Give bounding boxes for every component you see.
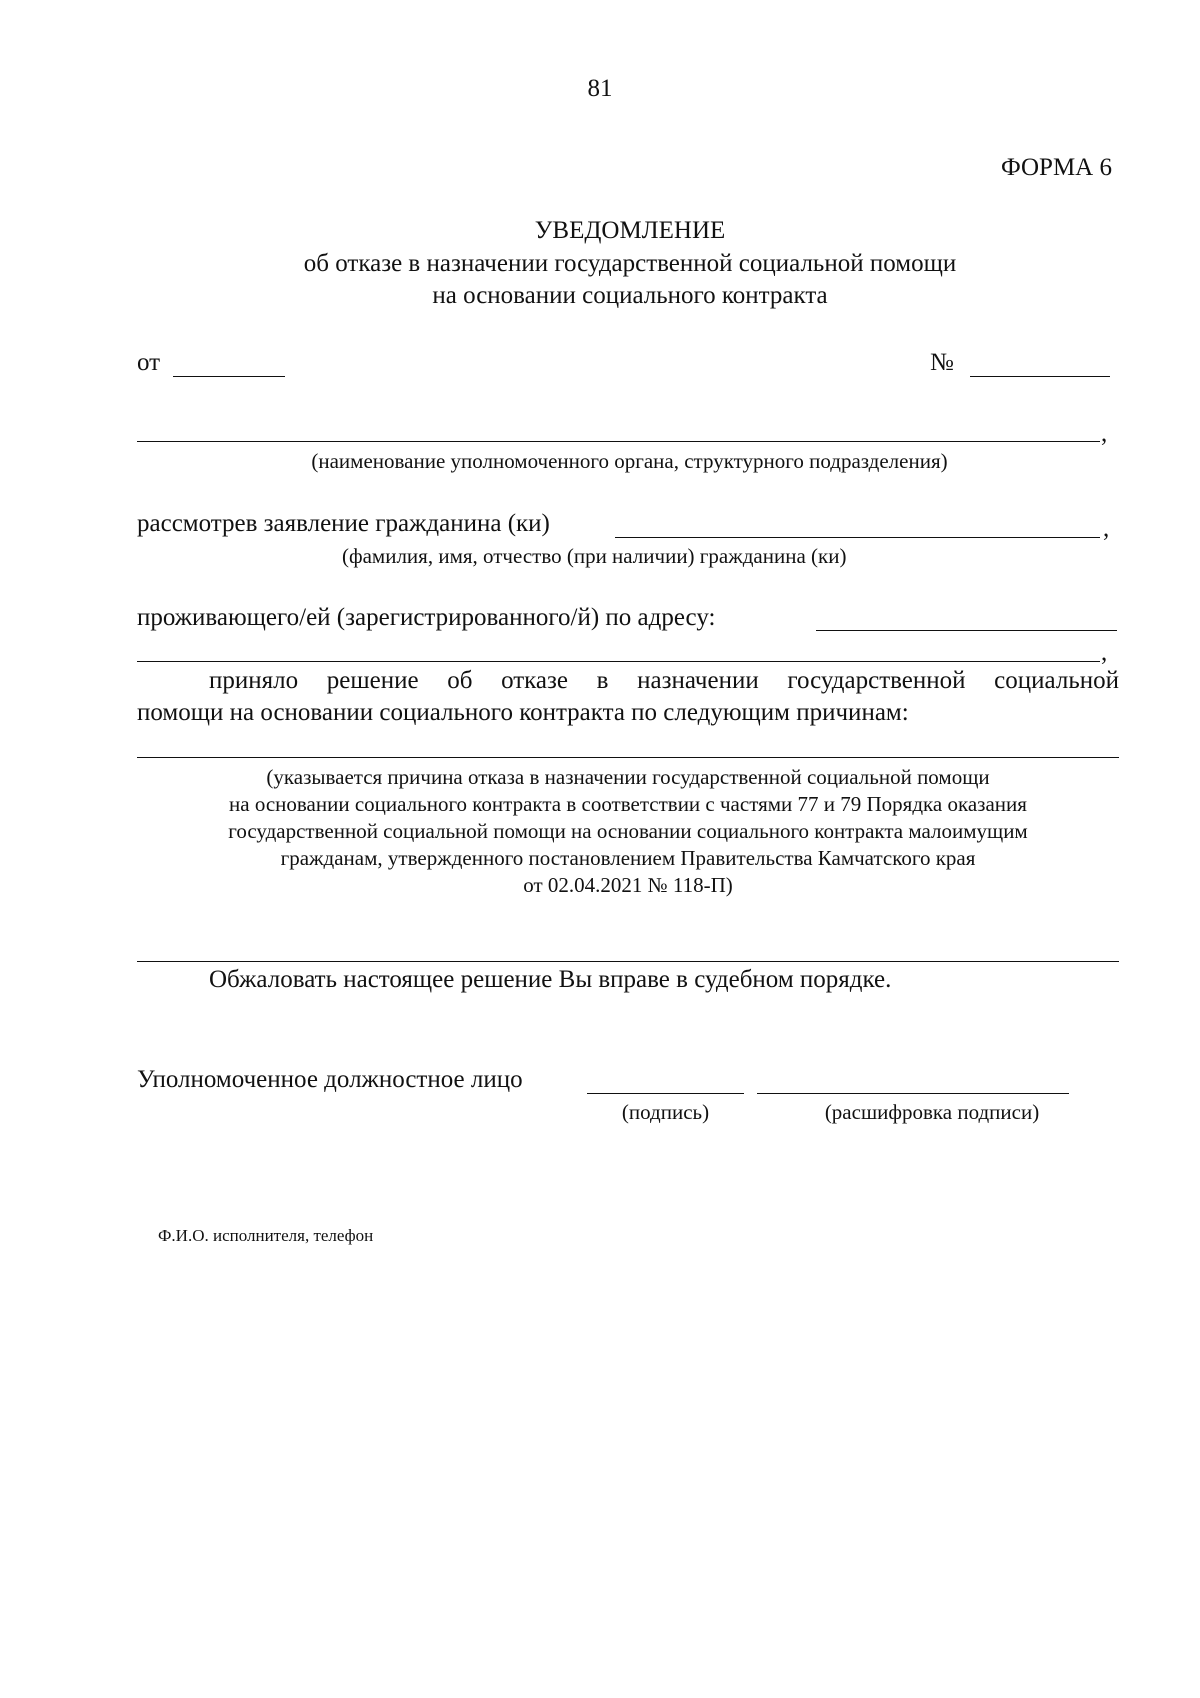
address-label: проживающего/ей (зарегистрированного/й) по адресу: <box>137 604 716 631</box>
authority-caption: (наименование уполномоченного органа, структурного подразделения) <box>311 449 948 473</box>
reason-caption-line-1: (указывается причина отказа в назначении государственной социальной помощи <box>266 765 990 789</box>
reason-field[interactable] <box>137 757 1119 758</box>
address-field-line-2[interactable] <box>137 661 1100 662</box>
form-label: ФОРМА 6 <box>1000 154 1112 181</box>
reason-caption-line-2: на основании социального контракта в соответствии с частями 77 и 79 Порядка оказания <box>229 792 1027 816</box>
reason-caption-line-4: гражданам, утвержденного постановлением Правительства Камчатского края <box>280 846 976 870</box>
signature-decode-field[interactable] <box>757 1093 1069 1094</box>
document-title: УВЕДОМЛЕНИЕ <box>534 217 726 244</box>
authority-comma: , <box>1101 420 1108 447</box>
decision-line-2: помощи на основании социального контракта по следующим причинам: <box>137 699 909 726</box>
number-field[interactable] <box>970 376 1110 377</box>
from-date-label: от <box>137 349 161 376</box>
address-comma: , <box>1101 639 1108 666</box>
appeal-text: Обжаловать настоящее решение Вы вправе в судебном порядке. <box>209 966 892 993</box>
applicant-name-field[interactable] <box>615 537 1100 538</box>
reason-caption-line-3: государственной социальной помощи на основании социального контракта малоимущим <box>228 819 1028 843</box>
signature-decode-caption: (расшифровка подписи) <box>824 1100 1040 1124</box>
authority-name-field[interactable] <box>137 441 1100 442</box>
applicant-caption: (фамилия, имя, отчество (при наличии) гражданина (ки) <box>342 544 847 568</box>
address-field-line-1[interactable] <box>816 630 1117 631</box>
signature-field[interactable] <box>587 1093 744 1094</box>
applicant-comma: , <box>1103 515 1110 542</box>
page-number: 81 <box>587 75 613 102</box>
from-date-field[interactable] <box>173 376 285 377</box>
document-subtitle-line-2: на основании социального контракта <box>432 282 828 309</box>
applicant-label: рассмотрев заявление гражданина (ки) <box>137 510 550 537</box>
reason-field-2[interactable] <box>137 961 1119 962</box>
decision-line-1: приняло решение об отказе в назначении государственной социальной <box>209 667 1119 694</box>
document-subtitle-line-1: об отказе в назначении государственной социальной помощи <box>303 250 957 277</box>
signature-label: Уполномоченное должностное лицо <box>137 1066 523 1093</box>
signature-caption: (подпись) <box>621 1100 710 1124</box>
reason-caption-line-5: от 02.04.2021 № 118-П) <box>523 873 733 897</box>
executor-note: Ф.И.О. исполнителя, телефон <box>158 1226 374 1245</box>
number-label: № <box>930 349 954 376</box>
